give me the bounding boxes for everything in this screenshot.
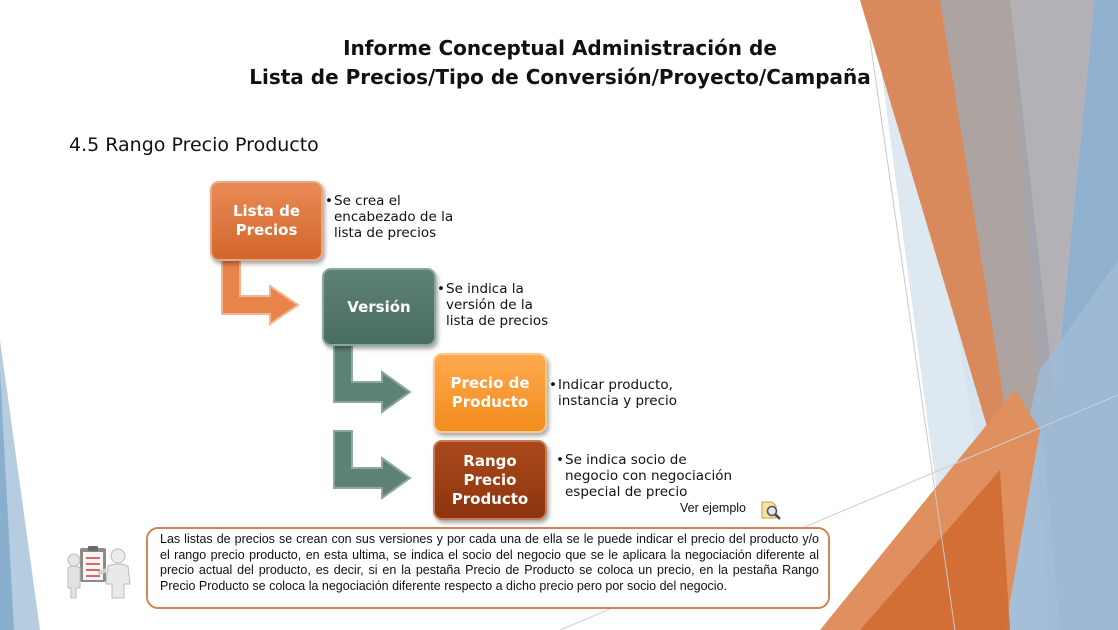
- step-label-line: Producto: [451, 489, 529, 508]
- bullet: •: [556, 452, 564, 468]
- people-clipboard-icon: [66, 544, 138, 600]
- step-label-line: Precio de: [450, 374, 530, 392]
- step-note-precio-de-producto: [549, 377, 678, 409]
- step-note-version: [437, 281, 549, 329]
- step-note-rango-precio-producto: [556, 452, 733, 500]
- bullet: •: [325, 193, 333, 209]
- step-lista-de-precios: [210, 181, 323, 261]
- note-line: versión de la: [446, 297, 533, 313]
- step-label-line: Rango: [463, 451, 517, 470]
- arrow-2: [334, 345, 410, 412]
- step-label-line: Versión: [347, 297, 411, 316]
- note-line: Se indica la: [446, 281, 524, 297]
- note-line: Se crea el: [334, 193, 401, 209]
- bullet: •: [549, 377, 557, 393]
- note-line: negocio con negociación: [565, 468, 733, 484]
- step-note-lista-de-precios: [325, 193, 454, 241]
- step-rango-precio-producto: [433, 440, 547, 520]
- note-line: Indicar producto,: [558, 377, 673, 393]
- description-text: Las listas de precios se crean con sus versiones y por cada una de ella se le puede indicar el precio del producto y/o el rango precio producto, en esta ultima, se indica el socio del negocio que se le aplicara la negociación diferente al precio actual del producto, es decir, si en la pestaña Precio de Producto se coloca un precio, en la pestaña Rango Precio Producto se coloca la negociación diferente respecto a dicho precio pero por socio del negocio.: [160, 532, 819, 593]
- step-label-line: Precio: [463, 470, 517, 489]
- title-line-2: Lista de Precios/Tipo de Conversión/Proyecto/Campaña: [249, 65, 871, 89]
- note-line: especial de precio: [565, 484, 688, 500]
- example-link[interactable]: Ver ejemplo: [680, 501, 747, 515]
- note-line: Se indica socio de: [565, 452, 687, 468]
- note-line: encabezado de la: [334, 209, 454, 225]
- title-line-1: Informe Conceptual Administración de: [343, 36, 777, 60]
- note-line: lista de precios: [334, 225, 437, 241]
- step-label-line: Lista de: [232, 202, 301, 220]
- note-line: lista de precios: [446, 313, 549, 329]
- arrow-3: [334, 431, 410, 498]
- arrow-1: [222, 259, 298, 324]
- step-label-line: Precios: [235, 221, 298, 239]
- section-title: 4.5 Rango Precio Producto: [69, 134, 319, 156]
- magnifier-icon[interactable]: [760, 500, 782, 520]
- note-line: instancia y precio: [558, 393, 678, 409]
- description-box: [146, 527, 830, 609]
- step-version: [322, 268, 436, 346]
- bullet: •: [437, 281, 445, 297]
- step-precio-de-producto: [433, 353, 547, 433]
- step-label-line: Producto: [451, 393, 529, 411]
